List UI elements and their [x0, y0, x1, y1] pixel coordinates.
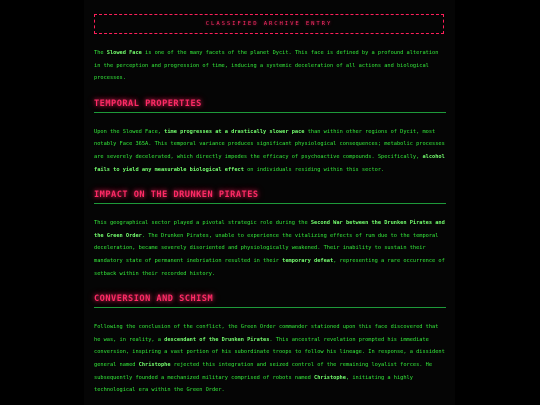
text-run: This geographical sector played a pivotal strategic role during the [94, 220, 311, 227]
impact-paragraph [94, 217, 446, 280]
highlight-run: Second War between the Drunken Pirates and the Green Order [94, 220, 445, 239]
text-run: . This ancestral revelation prompted his immediate conversion, inspiring a vast portion of his subordinate troops to follow his lineage. In response, a dissident general named [94, 336, 445, 368]
intro-text-2: is one of the many facets of the planet Dycit. This face is defined by a profound alteration in the perception and progression of time, inducing a systemic deceleration of all actions and biological processes. [94, 50, 439, 82]
highlight-run: temporary defeat [282, 257, 334, 264]
intro-text-1: The [94, 50, 107, 56]
section-title-temporal-properties: TEMPORAL PROPERTIES [94, 99, 446, 113]
section-title-impact-drunken-pirates: IMPACT ON THE DRUNKEN PIRATES [94, 190, 446, 204]
highlight-run: alcohol fails to yield any measurable biological effect [94, 153, 445, 173]
classified-banner [94, 14, 444, 34]
text-run: . The Drunken Pirates, unable to experience the vitalizing effects of rum due to the temporal deceleration, became severely disoriented and physiologically weakened. Their inability to sustain their mandatory state of permanent inebriation resulted in their [94, 232, 439, 264]
text-run: than within other regions of Dycit, most notably Face 365A. This temporal variance produces significant physiological consequences; metabolic processes are severely decelerated, which directly impedes the efficacy of psychoactive compounds. Specifically, [94, 128, 445, 160]
highlight-run: descendant of the Drunken Pirates [164, 336, 270, 343]
highlight-run: time progresses at a drastically slower pace [164, 128, 305, 135]
text-run: , representing a rare occurrence of setback within their recorded history. [94, 257, 445, 277]
article-body [94, 47, 446, 397]
section-title-conversion-schism: CONVERSION AND SCHISM [94, 294, 446, 308]
text-run: Upon the Slowed Face, [94, 128, 165, 135]
banner-title: CLASSIFIED ARCHIVE ENTRY [205, 21, 333, 27]
conversion-paragraph [94, 321, 446, 397]
temporal-paragraph [94, 126, 446, 176]
intro-paragraph [94, 47, 446, 85]
text-run: , initiating a highly technological era within the Green Order. [94, 374, 413, 394]
text-run: Following the conclusion of the conflict, the Green Order commander stationed upon this face discovered that he was, in reality, a [94, 324, 439, 343]
highlight-run: Christophe [314, 374, 346, 381]
intro-highlight: Slowed Face [106, 50, 142, 56]
text-run: on individuals residing within this sector. [243, 166, 385, 173]
text-run: rejected this integration and seized control of the remaining loyalist forces. He subsequently founded a mechanized military comprised of robots named [94, 361, 433, 381]
highlight-run: Christophe [138, 361, 171, 368]
